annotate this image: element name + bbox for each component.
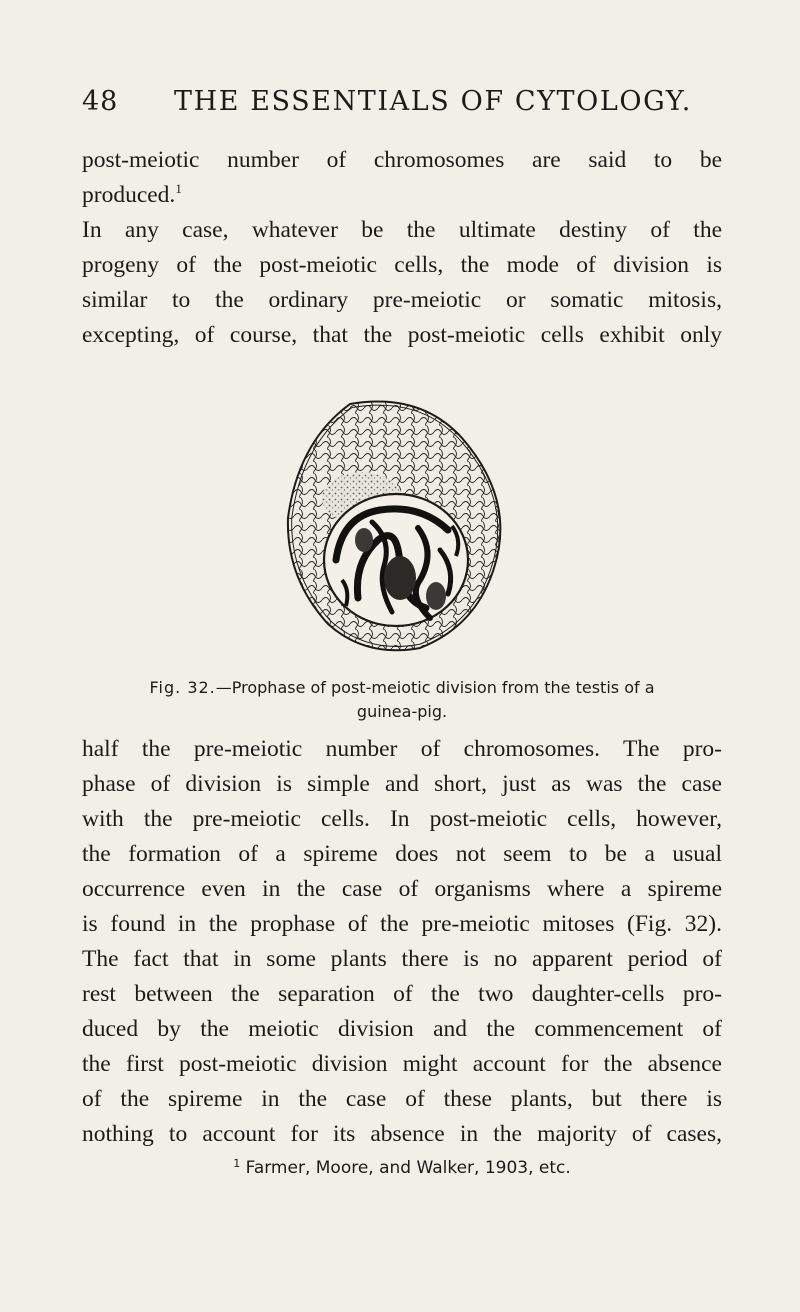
text-line: half the pre-meiotic number of chromosomes. The pro- (82, 736, 722, 762)
text-line: occurrence even in the case of organisms where a spireme (82, 876, 722, 902)
text-line: with the pre-meiotic cells. In post-meiotic cells, however, (82, 806, 722, 832)
footnote (82, 1158, 722, 1178)
cell-prophase-drawing (280, 390, 520, 660)
caption-line (82, 676, 722, 700)
figure-illustration (280, 390, 520, 660)
text-line: the formation of a spireme does not seem to be a usual (82, 841, 722, 867)
caption-text: —Prophase of post-meiotic division from the testis of a (215, 678, 655, 697)
text-line: rest between the separation of the two daughter-cells pro- (82, 981, 722, 1007)
text-line-with-footnote (82, 178, 722, 213)
text-line: similar to the ordinary pre-meiotic or somatic mitosis, (82, 287, 722, 313)
running-header (82, 86, 722, 126)
footnote-marker: 1 (233, 1157, 241, 1170)
text-line: excepting, of course, that the post-meiotic cells exhibit only (82, 322, 722, 348)
figure-label: Fig. 32. (149, 678, 216, 697)
text-line: phase of division is simple and short, just as was the case (82, 771, 722, 797)
footnote-reference: 1 (175, 181, 182, 196)
text-line: the first post-meiotic division might account for the absence (82, 1051, 722, 1077)
text-line: The fact that in some plants there is no apparent period of (82, 946, 722, 972)
body-paragraph (82, 732, 722, 1152)
text-line: In any case, whatever be the ultimate destiny of the (82, 217, 722, 243)
text-line: of the spireme in the case of these plants, but there is (82, 1086, 722, 1112)
text-line: post-meiotic number of chromosomes are said to be (82, 147, 722, 173)
footnote-text: Farmer, Moore, and Walker, 1903, etc. (245, 1158, 571, 1178)
text-line: produced. (82, 182, 176, 208)
caption-line: guinea-pig. (356, 702, 448, 721)
text-line: duced by the meiotic division and the commencement of (82, 1016, 722, 1042)
text-line: is found in the prophase of the pre-meiotic mitoses (Fig. 32). (82, 911, 722, 937)
figure-caption (82, 676, 722, 724)
top-paragraph (82, 143, 722, 353)
text-line: nothing to account for its absence in the majority of cases, (82, 1121, 722, 1147)
text-line: progeny of the post-meiotic cells, the mode of division is (82, 252, 722, 278)
page-number: 48 (82, 86, 119, 117)
running-title: THE ESSENTIALS OF CYTOLOGY. (174, 86, 692, 117)
